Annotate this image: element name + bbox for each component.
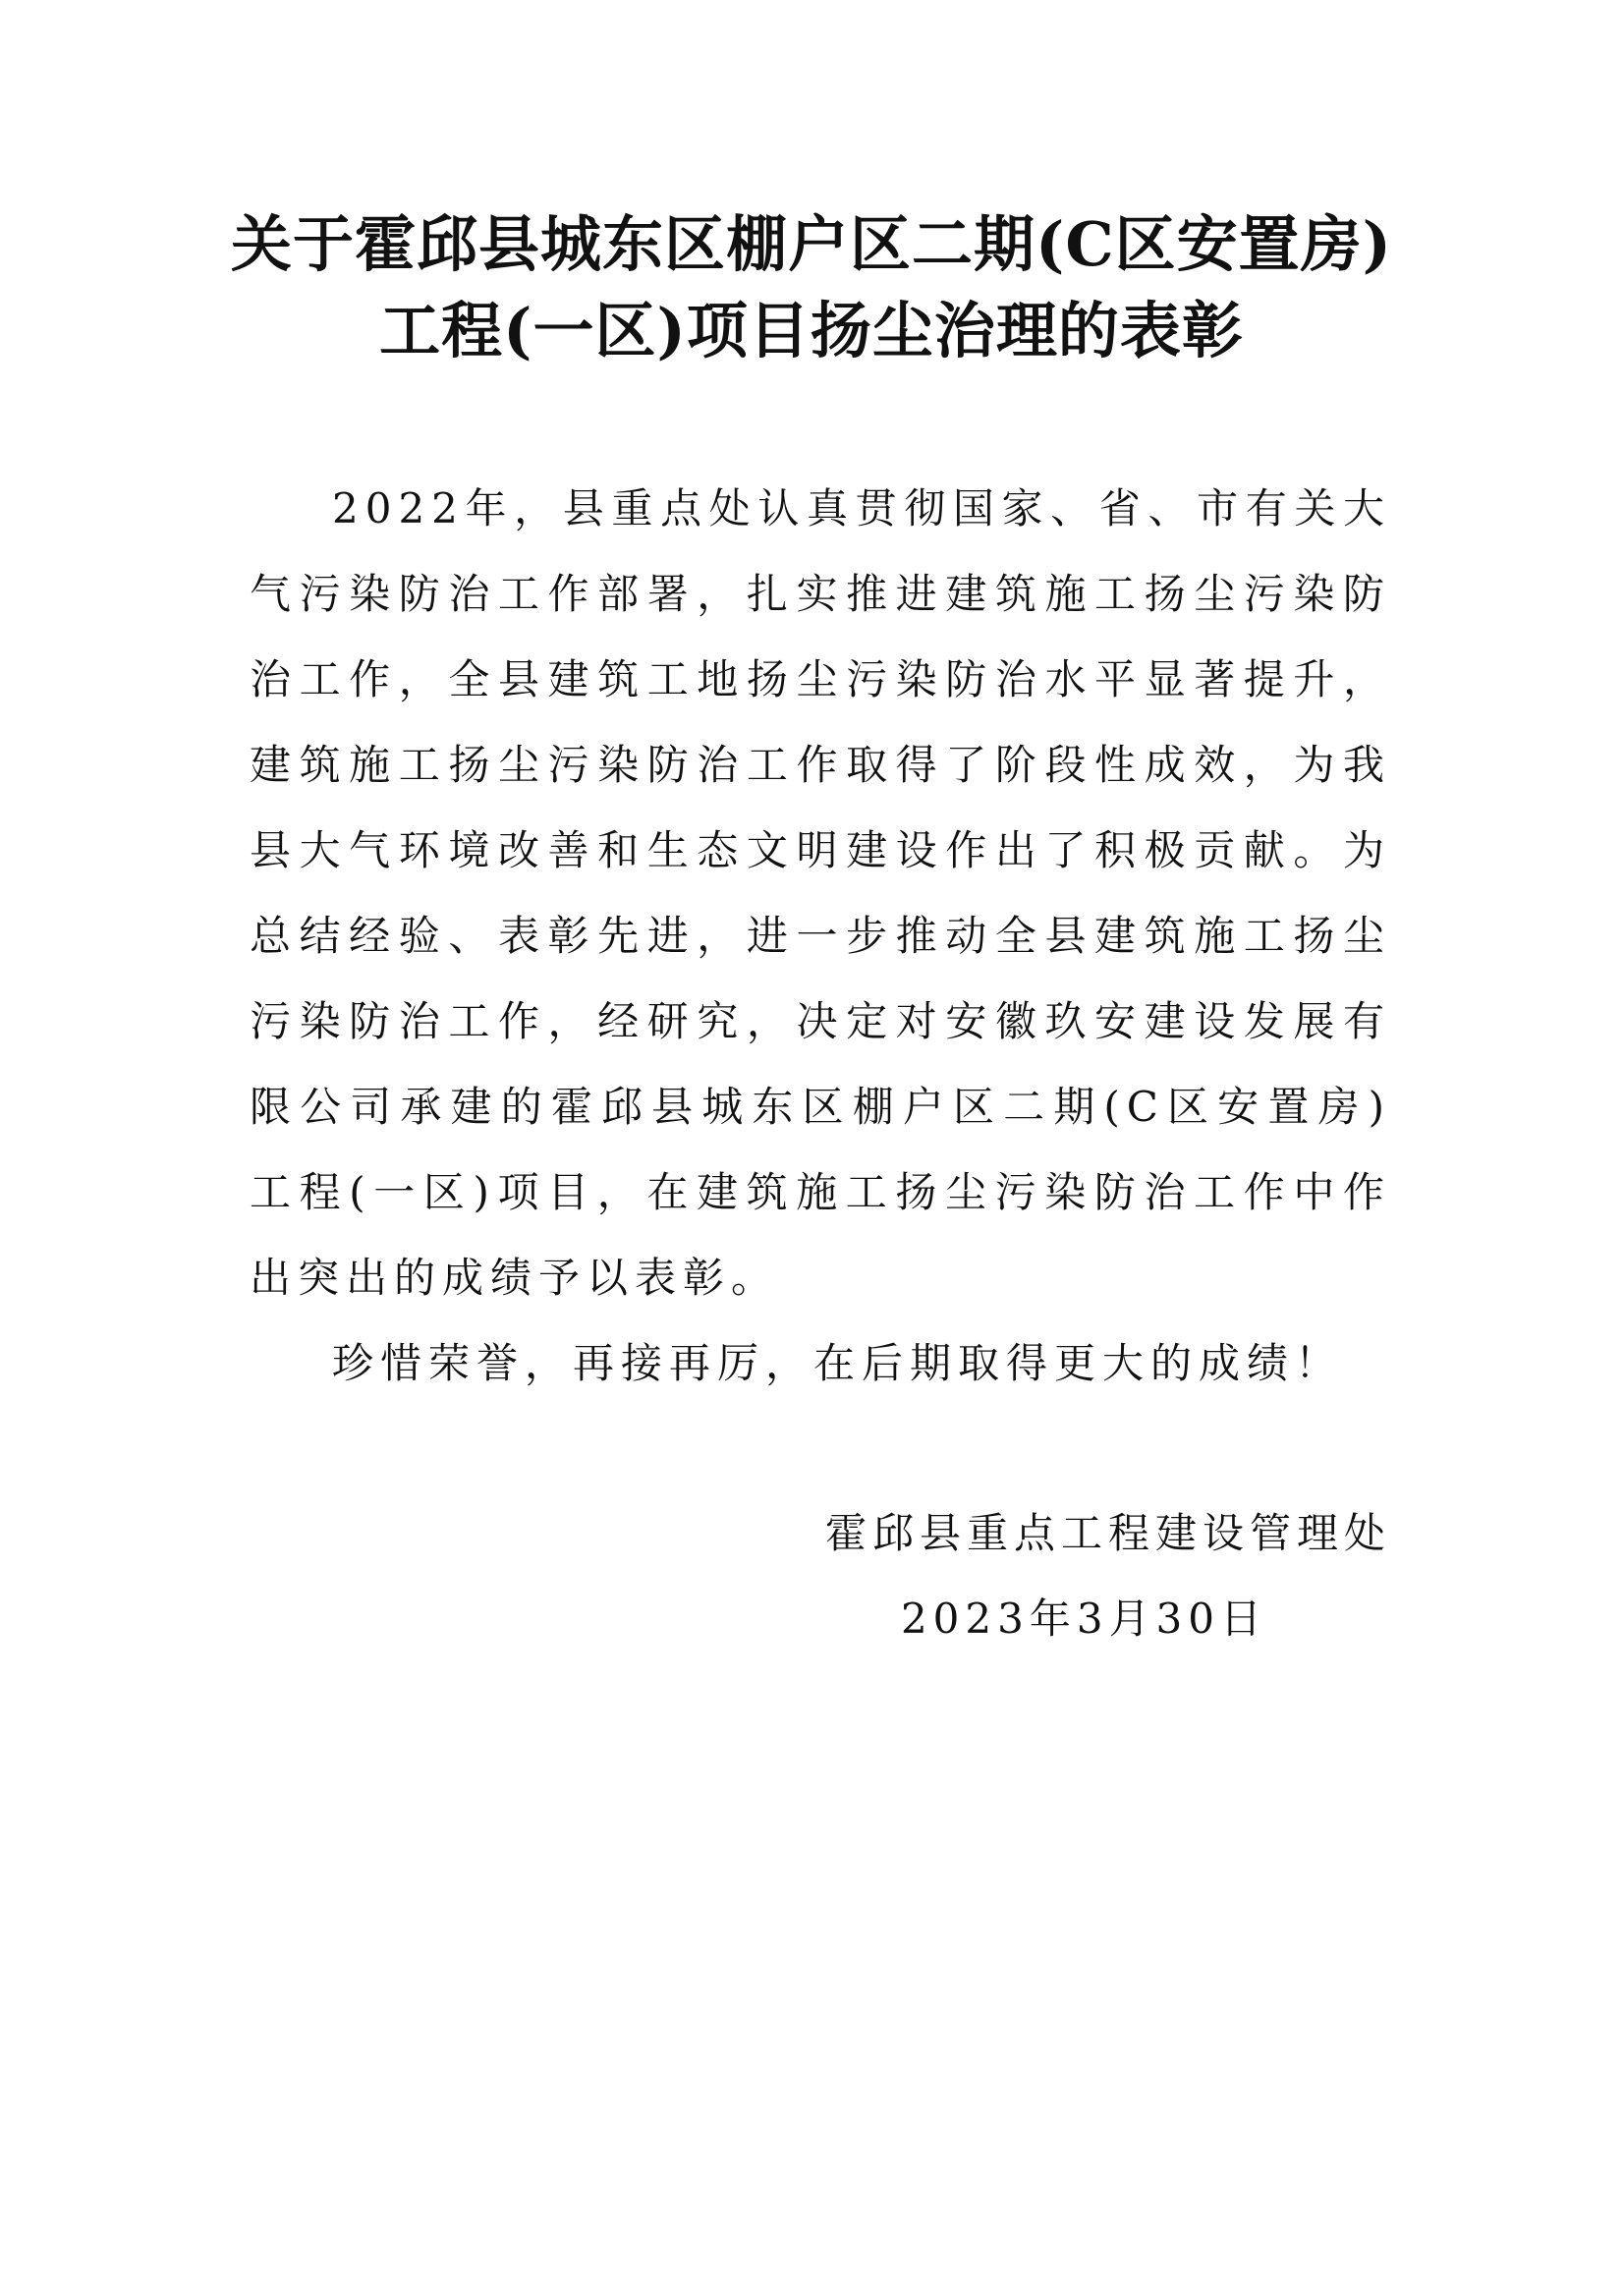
body-paragraph-commendation: 2022年，县重点处认真贯彻国家、省、市有关大气污染防治工作部署，扎实推进建筑施工扬尘污染防治工作，全县建筑工地扬尘污染防治水平显著提升，建筑施工扬尘污染防治工作取得了阶段性成效，为我县大气环境改善和生态文明建设作出了积极贡献。为总结经验、表彰先进，进一步推动全县建筑施工扬尘污染防治工作，经研究，决定对安徽玖安建设发展有限公司承建的霍邱县城东区棚户区二期(C区安置房)工程(一区)项目，在建筑施工扬尘污染防治工作中作出突出的成绩予以表彰。 <box>250 484 1391 1302</box>
document-body <box>250 466 1391 1406</box>
title-line-1: 关于霍邱县城东区棚户区二期(C区安置房) <box>230 208 1393 280</box>
document-title <box>196 201 1427 374</box>
signature-date: 2023年3月30日 <box>900 1595 1267 1643</box>
signature-block <box>0 1490 1391 1661</box>
signature-organization: 霍邱县重点工程建设管理处 <box>824 1509 1391 1557</box>
title-line-2: 工程(一区)项目扬尘治理的表彰 <box>379 295 1244 366</box>
body-paragraph-encouragement: 珍惜荣誉，再接再厉，在后期取得更大的成绩！ <box>332 1339 1344 1387</box>
